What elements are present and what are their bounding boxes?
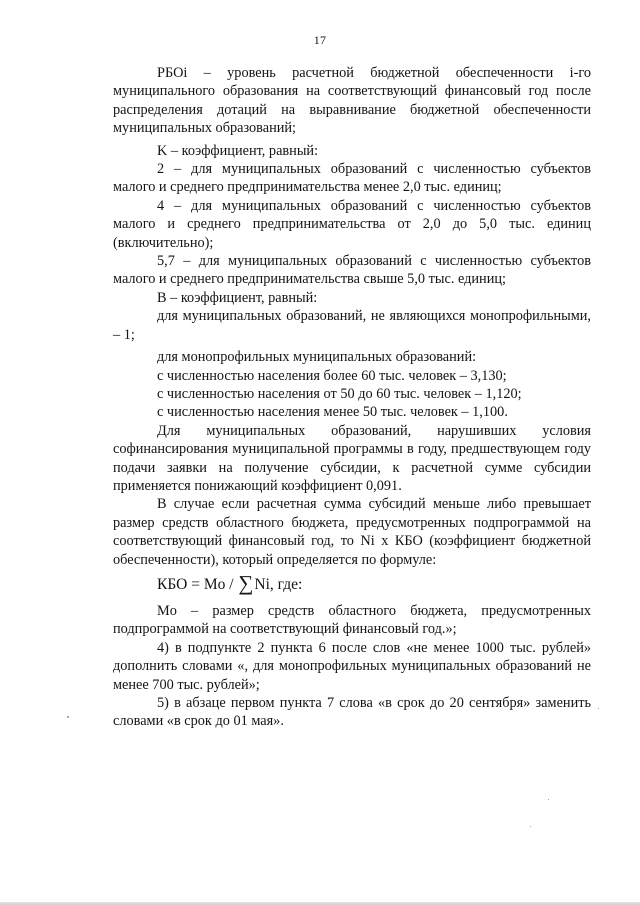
paragraph-k-value-4: 4 – для муниципальных образований с численностью субъектов малого и среднего предпринимательства от 2,0 до 5,0 тыс. единиц (включительно);: [113, 197, 591, 251]
paragraph-b-coefficient: B – коэффициент, равный:: [157, 289, 318, 306]
paragraph-reducing-coefficient: Для муниципальных образований, нарушивших условия софинансирования муниципальной программы в году, предшествующем году подачи заявки на получение субсидии, к расчетной сумме субсидии применяется понижающий коэффициент 0,091.: [113, 422, 591, 494]
paragraph-population-under-50: с численностью населения менее 50 тыс. человек – 1,100.: [157, 404, 508, 421]
scan-speck: [67, 716, 69, 718]
formula-rhs: Ni, где:: [254, 575, 303, 593]
page-number: 17: [313, 33, 327, 47]
scan-speck: [598, 708, 599, 709]
paragraph-b-monoprofile: для монопрофильных муниципальных образований:: [157, 349, 477, 366]
paragraph-amendment-point-4: 4) в подпункте 2 пункта 6 после слов «не менее 1000 тыс. рублей» дополнить словами «, для монопрофильных муниципальных образований не менее 700 тыс. рублей»;: [113, 639, 591, 693]
formula-lhs: КБО = Mo /: [157, 575, 238, 593]
paragraph-population-50-60: с численностью населения от 50 до 60 тыс. человек – 1,120;: [157, 385, 522, 402]
scan-speck: [530, 826, 531, 827]
paragraph-k-coefficient: K – коэффициент, равный:: [157, 142, 319, 159]
paragraph-amendment-point-5: 5) в абзаце первом пункта 7 слова «в срок до 20 сентября» заменить словами «в срок до 01 мая».: [113, 695, 591, 730]
paragraph-subsidy-calculation: В случае если расчетная сумма субсидий меньше либо превышает размер средств областного бюджета, предусмотренных подпрограммой на соответствующий финансовый год, то Ni x КБО (коэффициент бюджетной обеспеченности), который определяется по формуле:: [113, 496, 591, 568]
scan-speck: [548, 799, 549, 800]
paragraph-mo-definition: Mo – размер средств областного бюджета, предусмотренных подпрограммой на соответствующий финансовый год.»;: [113, 602, 591, 638]
paragraph-rboi-definition: РБОi – уровень расчетной бюджетной обеспеченности i-го муниципального образования на соответствующий финансовый год после распределения дотаций на выравнивание бюджетной обеспеченности муниципальных образований;: [113, 65, 591, 137]
paragraph-k-value-5-7: 5,7 – для муниципальных образований с численностью субъектов малого и среднего предпринимательства свыше 5,0 тыс. единиц;: [113, 253, 591, 288]
kbo-formula: [113, 571, 591, 596]
document-body: [113, 64, 591, 731]
paragraph-b-non-monoprofile: для муниципальных образований, не являющихся монопрофильными, – 1;: [113, 308, 591, 343]
paragraph-population-over-60: с численностью населения более 60 тыс. человек – 3,130;: [157, 367, 507, 384]
paragraph-k-value-2: 2 – для муниципальных образований с численностью субъектов малого и среднего предпринимательства менее 2,0 тыс. единиц;: [113, 161, 591, 196]
formula-sigma: ∑: [238, 570, 254, 595]
